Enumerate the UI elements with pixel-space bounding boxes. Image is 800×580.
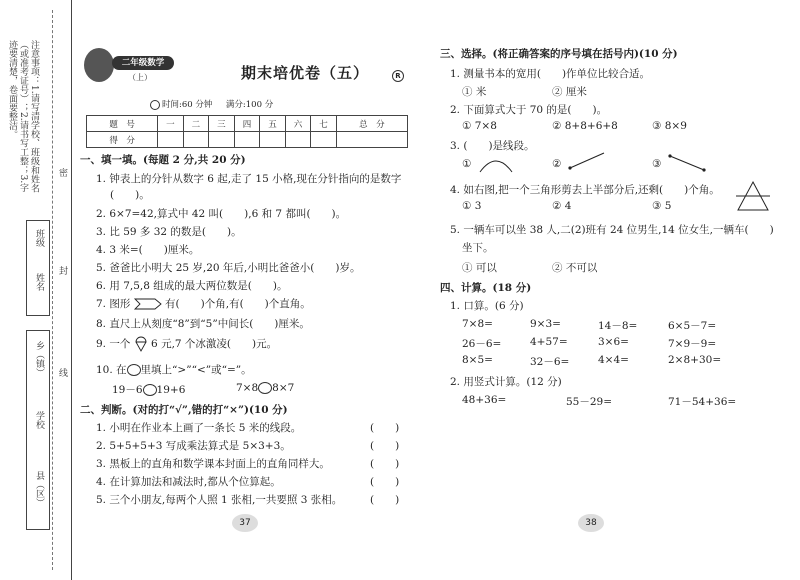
- score-table: [86, 115, 408, 148]
- binding-strip: [0, 0, 72, 580]
- fold-mark-close: 封: [57, 266, 67, 275]
- vertical-item: 48+36=: [462, 394, 507, 406]
- choice-2: 2. 下面算式大于 70 的是( )。: [450, 104, 608, 116]
- oral-item: 2×8+30=: [668, 354, 722, 366]
- choice-3-option-3[interactable]: ③: [652, 158, 662, 170]
- oral-item: 7×8=: [462, 318, 493, 330]
- section-calc-title: 四、计算。(18 分): [440, 282, 532, 294]
- page-number-right: 38: [578, 514, 604, 532]
- compare-left-expr: 7×8: [236, 382, 259, 394]
- choice-5a: 5. 一辆车可以坐 38 人,二(2)班有 24 位男生,14 位女生,一辆车( ): [450, 224, 774, 236]
- choice-5-option-2[interactable]: ② 不可以: [552, 262, 598, 274]
- oral-item: 9×3=: [530, 318, 561, 330]
- oral-item: 7×9－9=: [668, 338, 717, 350]
- compare-right-expr: 19+6: [156, 384, 186, 396]
- score-cell: 总 分: [336, 116, 407, 132]
- registered-mark-icon: R: [392, 70, 404, 82]
- oral-item: 26－6=: [462, 338, 502, 350]
- full-score: 满分:100 分: [225, 100, 274, 110]
- choice-4: 4. 如右图,把一个三角形剪去上半部分后,还剩( )个角。: [450, 184, 720, 196]
- score-input-cell[interactable]: [158, 132, 184, 148]
- score-input-cell[interactable]: [209, 132, 235, 148]
- choice-3-option-1[interactable]: ①: [462, 158, 472, 170]
- vertical-calc-title: 2. 用竖式计算。(12 分): [450, 376, 562, 388]
- question-5: 5. 爸爸比小明大 25 岁,20 年后,小明比爸爸小( )岁。: [96, 262, 361, 274]
- score-cell: 五: [260, 116, 286, 132]
- score-cell: 三: [209, 116, 235, 132]
- question-7-prefix: 7. 图形: [96, 298, 131, 310]
- exam-meta: [150, 98, 273, 110]
- choice-3: 3. ( )是线段。: [450, 140, 535, 152]
- clock-icon: [150, 100, 160, 110]
- question-10: [96, 362, 252, 377]
- vertical-item: 71－54+36=: [668, 396, 737, 408]
- choice-5b: 坐下。: [462, 242, 494, 254]
- time-limit: 时间:60 分钟: [162, 100, 213, 110]
- question-9-prefix: 9. 一个: [96, 338, 131, 350]
- oral-item: 3×6=: [598, 336, 629, 348]
- question-1a: 1. 钟表上的分针从数字 6 起,走了 15 小格,现在分针指向的是数字: [96, 173, 402, 185]
- score-input-cell[interactable]: [285, 132, 311, 148]
- town-field-label: 乡（镇）: [34, 341, 44, 377]
- oral-item: 4+57=: [530, 336, 568, 348]
- oral-item: 8×5=: [462, 354, 493, 366]
- choice-4-option-1[interactable]: ① 3: [462, 200, 482, 212]
- compare-answer-oval[interactable]: [143, 384, 157, 396]
- score-cell: 四: [234, 116, 260, 132]
- vertical-item: 55－29=: [566, 396, 613, 408]
- judge-4: 4. 在计算加法和减法时,都从个位算起。: [96, 476, 281, 488]
- section-judge-title: 二、判断。(对的打“√”,错的打“×”)(10 分): [80, 404, 288, 416]
- class-field-label: 班级: [34, 229, 44, 247]
- compare-answer-oval[interactable]: [258, 382, 272, 394]
- judge-answer-5[interactable]: ( ): [370, 494, 400, 506]
- question-9-suffix: 6 元,7 个冰激凌( )元。: [151, 338, 278, 350]
- question-10-suffix: 里填上“>”“<”或“=”。: [140, 364, 252, 376]
- choice-4-option-2[interactable]: ② 4: [552, 200, 572, 212]
- judge-3: 3. 黑板上的直角和数学课本封面上的直角同样大。: [96, 458, 330, 470]
- district-field-label: 县（区）: [34, 471, 44, 507]
- score-cell: 六: [285, 116, 311, 132]
- school-info-box: [26, 330, 50, 530]
- compare-item-2: [236, 382, 294, 394]
- question-2: 2. 6×7=42,算式中 42 叫( ),6 和 7 都叫( )。: [96, 208, 347, 220]
- question-8: 8. 直尺上从刻度“8”到“5”中间长( )厘米。: [96, 318, 310, 330]
- question-7: [96, 296, 311, 311]
- question-3: 3. 比 59 多 32 的数是( )。: [96, 226, 242, 238]
- score-cell: 七: [311, 116, 337, 132]
- fold-mark-line: 线: [57, 368, 67, 377]
- score-input-cell[interactable]: [311, 132, 337, 148]
- section-choice-title: 三、选择。(将正确答案的序号填在括号内)(10 分): [440, 48, 678, 60]
- score-input-cell[interactable]: [260, 132, 286, 148]
- choice-4-option-3[interactable]: ③ 5: [652, 200, 672, 212]
- grade-badge: [84, 48, 176, 86]
- judge-answer-2[interactable]: ( ): [370, 440, 400, 452]
- badge-sub: （上）: [128, 73, 152, 82]
- question-6: 6. 用 7,5,8 组成的最大两位数是( )。: [96, 280, 288, 292]
- choice-1: 1. 测量书本的宽用( )作单位比较合适。: [450, 68, 651, 80]
- score-input-cell[interactable]: [183, 132, 209, 148]
- badge-label: 二年级数学: [112, 56, 174, 70]
- choice-2-option-1[interactable]: ① 7×8: [462, 120, 497, 132]
- student-info-box: [26, 220, 50, 316]
- oral-calc-title: 1. 口算。(6 分): [450, 300, 524, 312]
- judge-1: 1. 小明在作业本上画了一条长 5 米的线段。: [96, 422, 302, 434]
- oral-item: 14－8=: [598, 320, 638, 332]
- fold-mark-seal: 密: [57, 168, 67, 177]
- question-9: [96, 336, 277, 352]
- choice-2-option-2[interactable]: ② 8+8+6+8: [552, 120, 618, 132]
- choice-1-option-1[interactable]: ① 米: [462, 86, 487, 98]
- choice-2-option-3[interactable]: ③ 8×9: [652, 120, 687, 132]
- fold-line: [52, 10, 53, 570]
- score-header-row: [87, 116, 408, 132]
- section-fill-title: 一、填一填。(每题 2 分,共 20 分): [80, 154, 246, 166]
- question-4: 4. 3 米=( )厘米。: [96, 244, 200, 256]
- choice-3-option-2[interactable]: ②: [552, 158, 562, 170]
- oral-item: 6×5－7=: [668, 320, 717, 332]
- notice-text: 注意事项：1.请写清学校、班级和姓名（或准考证号）；2.请书写工整；3.字迹要清楚，卷面要整洁。: [7, 40, 39, 193]
- score-cell: 二: [183, 116, 209, 132]
- name-field-label: 姓名: [34, 273, 44, 291]
- score-cell: 题 号: [87, 116, 158, 132]
- choice-5-option-1[interactable]: ① 可以: [462, 262, 497, 274]
- choice-1-option-2[interactable]: ② 厘米: [552, 86, 587, 98]
- oral-item: 32－6=: [530, 356, 570, 368]
- pentagon-shape-icon: [134, 298, 162, 310]
- question-10-prefix: 10. 在: [96, 364, 127, 376]
- mascot-icon: [84, 48, 114, 82]
- judge-answer-1[interactable]: ( ): [370, 422, 400, 434]
- judge-answer-3[interactable]: ( ): [370, 458, 400, 470]
- judge-5: 5. 三个小朋友,每两个人照 1 张相,一共要照 3 张相。: [96, 494, 343, 506]
- compare-oval-icon: [127, 364, 141, 376]
- school-field-label: 学校: [34, 411, 44, 429]
- score-input-cell[interactable]: [336, 132, 407, 148]
- compare-left-expr: 19－6: [112, 384, 143, 396]
- ice-cream-icon: [134, 336, 148, 352]
- page-title: 期末培优卷（五）: [240, 64, 369, 82]
- cut-triangle-icon: [736, 180, 770, 212]
- question-7-suffix: 有( )个角,有( )个直角。: [165, 298, 311, 310]
- judge-2: 2. 5+5+5+3 写成乘法算式是 5×3+3。: [96, 440, 291, 452]
- oral-item: 4×4=: [598, 354, 629, 366]
- score-cell: 得 分: [87, 132, 158, 148]
- segment-line-icon: [668, 152, 708, 174]
- curve-line-icon: [478, 152, 518, 174]
- compare-right-expr: 8×7: [272, 382, 295, 394]
- score-cell: 一: [158, 116, 184, 132]
- question-1b: ( )。: [110, 189, 150, 201]
- ray-line-icon: [568, 150, 608, 172]
- score-input-cell[interactable]: [234, 132, 260, 148]
- page-number-left: 37: [232, 514, 258, 532]
- score-value-row: [87, 132, 408, 148]
- compare-item-1: [112, 382, 185, 397]
- judge-answer-4[interactable]: ( ): [370, 476, 400, 488]
